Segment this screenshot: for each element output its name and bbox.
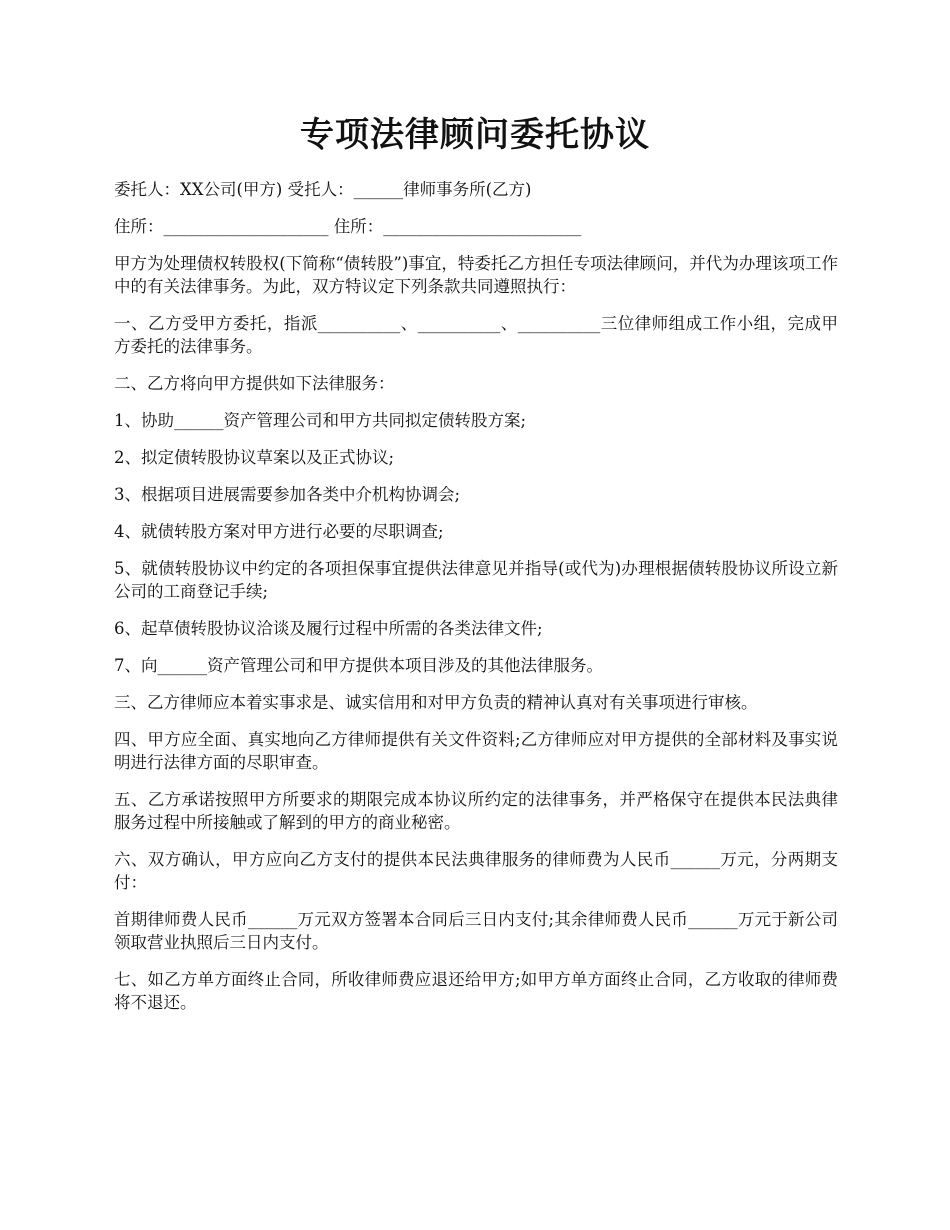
clause-3: 三、乙方律师应本着实事求是、诚实信用和对甲方负责的精神认真对有关事项进行审核。 (114, 693, 758, 712)
address-line: 住所：____________________ 住所：________________________ (114, 217, 582, 236)
service-item-7: 7、向______资产管理公司和甲方提供本项目涉及的其他法律服务。 (114, 656, 603, 675)
payment-terms: 首期律师费人民币______万元双方签署本合同后三日内支付;其余律师费人民币______万元于新公司领取营业执照后三日内支付。 (114, 910, 838, 952)
document-body (114, 178, 838, 1028)
clause-4: 四、甲方应全面、真实地向乙方律师提供有关文件资料;乙方律师应对甲方提供的全部材料及事实说明进行法律方面的尽职审查。 (114, 730, 838, 772)
clause-6: 六、双方确认，甲方应向乙方支付的提供本民法典律服务的律师费为人民币______万元，分两期支付： (114, 850, 838, 892)
service-item-5: 5、就债转股协议中约定的各项担保事宜提供法律意见并指导(或代为)办理根据债转股协议所设立新公司的工商登记手续; (114, 559, 838, 601)
service-item-1: 1、协助______资产管理公司和甲方共同拟定债转股方案; (114, 411, 527, 430)
clause-7: 七、如乙方单方面终止合同，所收律师费应退还给甲方;如甲方单方面终止合同，乙方收取的律师费将不退还。 (114, 970, 838, 1012)
clause-2: 二、乙方将向甲方提供如下法律服务： (114, 374, 395, 393)
service-item-6: 6、起草债转股协议洽谈及履行过程中所需的各类法律文件; (114, 619, 543, 638)
service-item-3: 3、根据项目进展需要参加各类中介机构协调会; (114, 485, 461, 504)
service-item-2: 2、拟定债转股协议草案以及正式协议; (114, 448, 395, 467)
preamble-paragraph: 甲方为处理债权转股权(下简称“债转股”)事宜，特委托乙方担任专项法律顾问，并代为办理该项工作中的有关法律事务。为此，双方特议定下列条款共同遵照执行： (114, 254, 838, 296)
service-item-4: 4、就债转股方案对甲方进行必要的尽职调查; (114, 522, 444, 541)
clause-1: 一、乙方受甲方委托，指派__________、__________、__________三位律师组成工作小组，完成甲方委托的法律事务。 (114, 314, 838, 356)
clause-5: 五、乙方承诺按照甲方所要求的期限完成本协议所约定的法律事务，并严格保守在提供本民法典律服务过程中所接触或了解到的甲方的商业秘密。 (114, 790, 838, 832)
document-title: 专项法律顾问委托协议 (300, 115, 650, 155)
parties-line: 委托人：XX公司(甲方) 受托人：______律师事务所(乙方) (114, 180, 532, 199)
